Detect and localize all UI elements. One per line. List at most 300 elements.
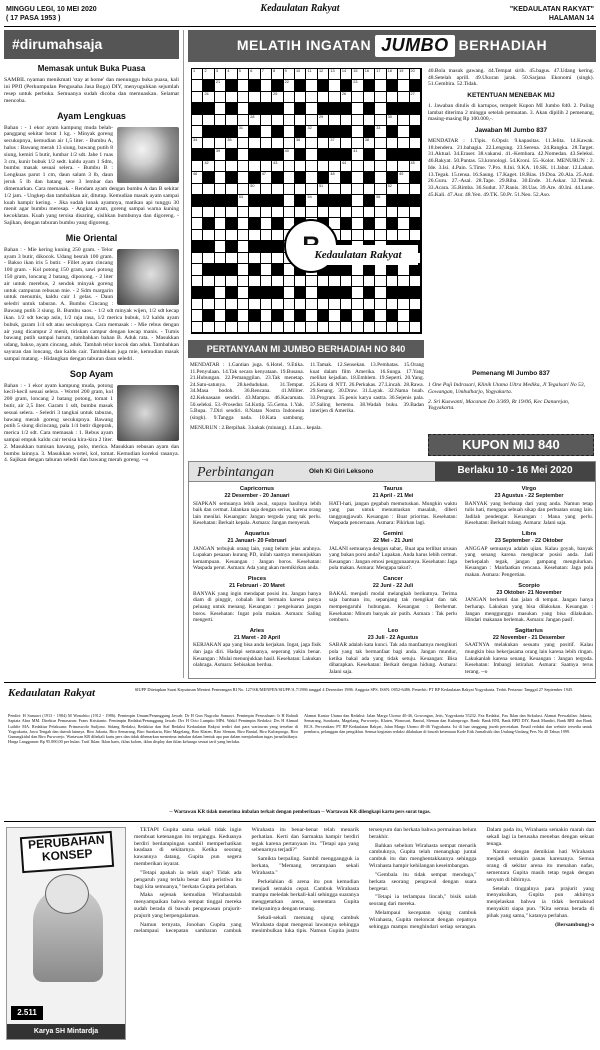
crossword-grid-frame xyxy=(191,68,422,334)
crossword-cell xyxy=(387,115,398,126)
crossword-cell xyxy=(192,138,203,149)
crossword-cell xyxy=(375,149,386,160)
crossword-cell xyxy=(375,264,386,275)
crossword-cell xyxy=(375,115,386,126)
crossword-cell xyxy=(410,92,421,103)
story-paragraph: Setelah tinggalnya para prajurit yang menyaksikan, Gupita pun akhirnya menjelaskan bahwa ia tidak bermaksud menyakiti siapa pun. "Kita semua berada di pihak yang sama," katanya perlahan. xyxy=(486,885,594,919)
crossword-block xyxy=(203,264,214,275)
crossword-block xyxy=(295,103,306,114)
crossword-cell xyxy=(203,207,214,218)
crossword-cell xyxy=(306,287,317,298)
crossword-cell xyxy=(352,80,363,91)
horoscope-col-2 xyxy=(329,486,457,679)
crossword-block xyxy=(272,103,283,114)
crossword-cell xyxy=(375,69,386,80)
crossword-cell xyxy=(410,276,421,287)
crossword-cell xyxy=(284,184,295,195)
sign-gemini xyxy=(329,531,457,572)
crossword-number: 30 xyxy=(387,114,392,119)
crossword-block xyxy=(410,264,421,275)
crossword-number: 35 xyxy=(227,137,232,142)
crossword-block xyxy=(249,103,260,114)
crossword-cell xyxy=(306,69,317,80)
crossword-number: 49 xyxy=(399,172,404,177)
crossword-cell xyxy=(203,276,214,287)
crossword-cell xyxy=(398,230,409,241)
crossword-block xyxy=(398,149,409,160)
masthead-logo: Kedaulatan Rakyat xyxy=(260,3,340,14)
crossword-block xyxy=(226,218,237,229)
sign-name: Virgo xyxy=(521,486,537,492)
crossword-block xyxy=(203,103,214,114)
sign-name: Aquarius xyxy=(244,531,270,538)
crossword-cell xyxy=(215,80,226,91)
sign-text: HATI-hati, jangan gegabah memutuskan. Mungkin waktu yang pas untuk menuntaskan masalah, diberi tanggungjawab. Keuangan : Buat prioritas. Kesehatan: Waspada pencernaan. Asmara: Pikirkan lagi. xyxy=(329,500,457,527)
sign-sagitarius xyxy=(465,628,593,676)
sign-dates: 22 Mei - 21 Juni xyxy=(373,538,413,545)
crossword-cell xyxy=(272,115,283,126)
story-paragraph: Sekali-sekali memang ujung cambuk Wirahasta dapat mengenai lawannya sehingga menimbulkan luka tipis. Namun Gupita justru tersenyum dan berkata bahwa permainan belum berakhir. xyxy=(251,827,477,935)
crossword-cell xyxy=(215,253,226,264)
crossword-block xyxy=(341,172,352,183)
crossword-number: 55 xyxy=(376,195,381,200)
crossword-cell xyxy=(398,276,409,287)
crossword-number: 40 xyxy=(284,149,289,154)
crossword-number: 11 xyxy=(307,69,312,73)
crossword-block xyxy=(398,103,409,114)
crossword-block xyxy=(226,149,237,160)
horoscope-header xyxy=(189,462,595,482)
crossword-cell xyxy=(226,69,237,80)
crossword-clues-across: MENDATAR : 1.Gantian juga. 6.Hotel. 9.Etika. 11.Penyulaan. 14.Tak secara kenyataan. 19.Busana. 21.Hubungan. 22.Pemanggilan. 23.Tak menetap. 24.Satu-satunya. 28.kedudukan. 31.Tempat. 34.Masa bodoh. 36.Rencana. 41.Militer. 42.Kekuasaan sendiri. 43.Mampu. 46.Kacamata. 50.seleksi. 53.-Prosedur. 54.Kutip. 55.Gema. 1.Yak. 5.Bupa. 7.Diri sendiri. 8.Natan Nostra Indonesia (singk). 9.Tangga nada. 10.Kata sambung. 11.Tamak. 12.Sensekan. 13.Pembatas. 15.Orang kuat dalam film Amerika. 16.Sunga. 17.Yang melihat kejadian. 18.Emblem. 19.Seperti. 20.Yang. 25.Kota di NTT. 26.Perkakas. 27.Lincah. 28.Rawa. 29.Senang. 30.Draw. 31.Layak. 32.Nama buah. 33.Program. 35.penis karya sastra. 36.Sejenis pala. 37.Saling bertemu. 38.Wadah buku. 39.Badan interijen di Amerika. xyxy=(190,362,424,421)
crossword-cell xyxy=(295,276,306,287)
crossword-block xyxy=(203,80,214,91)
crossword-cell xyxy=(284,322,295,333)
crossword-cell xyxy=(410,115,421,126)
sign-dates: 22 Juni - 22 Juli xyxy=(372,583,414,590)
crossword-cell xyxy=(387,207,398,218)
crossword-cell xyxy=(375,287,386,298)
crossword-cell xyxy=(364,207,375,218)
crossword-cell xyxy=(410,138,421,149)
crossword-cell xyxy=(295,161,306,172)
crossword-block xyxy=(341,218,352,229)
masthead-date-line: MINGGU LEGI, 10 MEI 2020 xyxy=(6,6,97,13)
crossword-block xyxy=(203,310,214,321)
crossword-cell xyxy=(272,276,283,287)
crossword-number: 18 xyxy=(387,69,392,73)
crossword-cell xyxy=(410,184,421,195)
crossword-cell xyxy=(410,322,421,333)
crossword-block xyxy=(249,287,260,298)
crossword-cell xyxy=(226,207,237,218)
serial-story xyxy=(134,827,594,1043)
crossword-cell xyxy=(249,322,260,333)
crossword-cell xyxy=(352,287,363,298)
crossword-block xyxy=(192,103,203,114)
crossword-cell xyxy=(261,299,272,310)
crossword-block xyxy=(226,195,237,206)
crossword-cell xyxy=(226,92,237,103)
crossword-answers-title: Jawaban MI Jumbo 837 xyxy=(474,127,548,135)
crossword-cell xyxy=(364,299,375,310)
crossword-cell xyxy=(238,184,249,195)
crossword-cell xyxy=(192,115,203,126)
crossword-cell xyxy=(352,310,363,321)
sign-name: Aries xyxy=(249,627,265,634)
crossword-block xyxy=(318,80,329,91)
crossword-block xyxy=(295,287,306,298)
crossword-block xyxy=(318,126,329,137)
crossword-number: 51 xyxy=(318,183,324,188)
crossword-block xyxy=(410,310,421,321)
crossword-block xyxy=(295,172,306,183)
sign-virgo xyxy=(465,486,593,527)
crossword-block xyxy=(261,195,272,206)
crossword-cell xyxy=(398,310,409,321)
crossword-cell xyxy=(352,299,363,310)
crossword-cell xyxy=(284,115,295,126)
crossword-block xyxy=(364,103,375,114)
crossword-cell xyxy=(306,80,317,91)
crossword-block xyxy=(272,218,283,229)
sign-leo xyxy=(329,628,457,676)
crossword-cell xyxy=(341,184,352,195)
sign-name: Taurus xyxy=(383,486,403,492)
crossword-cell xyxy=(329,80,340,91)
masthead-date xyxy=(6,6,97,24)
crossword-number: 21 xyxy=(215,80,221,85)
crossword-cell xyxy=(306,310,317,321)
crossword-number: 34 xyxy=(193,137,198,142)
crossword-cell xyxy=(352,230,363,241)
crossword-cell xyxy=(387,184,398,195)
story-paragraph: Namun ternyata, Jonohan Gupita yang melampaui kecepatan sambaran cambuk Wirahasta itu benar-benar telah menarik perhatian. Kerti dan Sarmakta hampir berdiri tegak karena pertanyaan itu. "Tetapi apa yang sebenarnya terjadi?" xyxy=(134,827,359,935)
recipes-column xyxy=(4,30,184,678)
crossword-cell xyxy=(215,149,226,160)
crossword-rules-body: 1. Jawaban ditulis di kartupos, tempelt Kupon MI Jumbo 840. 2. Paling lambat diterima 2 minggu setelah pemuatan. 3. Akan dipilih 2 pemenang, masing-masing Rp 100.000,-. xyxy=(428,103,594,123)
crossword-cell xyxy=(398,322,409,333)
crossword-cell xyxy=(352,149,363,160)
crossword-block xyxy=(261,149,272,160)
crossword-block xyxy=(364,172,375,183)
crossword-cell xyxy=(398,115,409,126)
crossword-cell xyxy=(341,115,352,126)
crossword-cell xyxy=(203,253,214,264)
crossword-cell xyxy=(364,161,375,172)
crossword-cell xyxy=(272,207,283,218)
crossword-block xyxy=(387,218,398,229)
cartoon-head xyxy=(45,874,89,914)
recipe-title-sop-ayam: Sop Ayam xyxy=(69,368,114,379)
crossword-cell xyxy=(261,230,272,241)
recipe-title-ayam-lengkuas: Ayam Lengkuas xyxy=(57,110,126,121)
crossword-cell xyxy=(261,172,272,183)
crossword-cell xyxy=(318,69,329,80)
crossword-cell xyxy=(238,264,249,275)
crossword-number: 31 xyxy=(238,126,244,131)
crossword-number: 2 xyxy=(204,69,207,73)
sign-dates: 23 Agustus - 22 September xyxy=(494,493,564,500)
crossword-cell xyxy=(226,138,237,149)
crossword-number: 33 xyxy=(376,126,381,131)
crossword-cell xyxy=(375,276,386,287)
crossword-cell xyxy=(249,92,260,103)
crossword-cell xyxy=(318,115,329,126)
crossword-block xyxy=(364,195,375,206)
crossword-block xyxy=(341,80,352,91)
crossword-number: 5 xyxy=(238,69,241,73)
crossword-block xyxy=(329,103,340,114)
crossword-cell xyxy=(375,126,386,137)
crossword-cell xyxy=(192,161,203,172)
crossword-number: 12 xyxy=(318,69,324,73)
crossword-block xyxy=(387,310,398,321)
crossword-block xyxy=(410,103,421,114)
crossword-block xyxy=(226,310,237,321)
crossword-cell xyxy=(261,264,272,275)
crossword-cell xyxy=(398,126,409,137)
crossword-cell xyxy=(352,184,363,195)
crossword-cell xyxy=(318,161,329,172)
crossword-cell xyxy=(375,138,386,149)
crossword-cell xyxy=(352,161,363,172)
crossword-block xyxy=(329,287,340,298)
crossword-block xyxy=(364,80,375,91)
crossword-cell xyxy=(398,80,409,91)
crossword-cell xyxy=(215,184,226,195)
crossword-block xyxy=(203,195,214,206)
crossword-number: 23 xyxy=(353,80,358,85)
crossword-number: 27 xyxy=(410,91,415,96)
crossword-cell xyxy=(203,92,214,103)
crossword-block xyxy=(272,80,283,91)
crossword-number: 3 xyxy=(215,69,219,73)
crossword-winners xyxy=(428,370,594,430)
crossword-cell xyxy=(329,69,340,80)
crossword-cell xyxy=(387,276,398,287)
sign-dates: 22 Desember - 20 Januari xyxy=(224,493,290,500)
sign-text: BAKAL menjadi modal melangkah berikutnya. Terima saja bantuan itu, sepanjang tak mengikat dan tak mempengaruhi hubungan. Keuangan : Berhemat. Kesehatan: Minum banyak air putih. Asmara : Tak perlu cemburu. xyxy=(329,590,457,624)
crossword-block xyxy=(318,103,329,114)
crossword-cell xyxy=(238,253,249,264)
crossword-block xyxy=(387,195,398,206)
crossword-number: 8 xyxy=(273,69,276,73)
crossword-cell xyxy=(352,207,363,218)
colophon-addresses: Alamat Kantor Utama dan Redaksi: Jalan Margo Utomo 40-46, Gowongan, Jetis, Yogyakarta 55232. Fax Redaksi, Fax Iklan dan Sirkulasi. Alamat Perwakilan: Jakarta, Semarang, Surakarta, Magelang, Purworejo, Klaten, Wonosari, Bantul, Sleman dan Kulonprogo. Bank: Bank BNI, Bank BPD DIY, Bank Mandiri, Bank BRI dan Bank BCA. Percetakan: PT BP Kedaulatan Rakyat, Jalan Margo Utomo 40-46 Yogyakarta. Isi di luar tanggung jawab percetakan. Email redaksi dan website tersedia untuk pembaca, pelanggan dan pengiklan. Semua kegiatan redaksi dilakukan di bawah ketentuan Kode Etik Jurnalistik dan Undang-Undang Pers No 40 Tahun 1999. xyxy=(304,713,592,734)
crossword-cell xyxy=(295,69,306,80)
crossword-block xyxy=(203,287,214,298)
crossword-cell xyxy=(329,207,340,218)
crossword-cell xyxy=(226,184,237,195)
sop-ayam-photo xyxy=(117,385,179,441)
crossword-block xyxy=(341,149,352,160)
sign-dates: 21 Januari- 20 Februari xyxy=(227,538,287,545)
crossword-cell xyxy=(329,299,340,310)
crossword-cell xyxy=(306,103,317,114)
sign-text: BANYAK yang berharap dari yang anda. Namun tetap tulis hati, mengapa sebuah sikap dan perbuatan orang lain. Jadilah pendengar. Keuangan : Mana yang perlu. Kesehatan: Berkait tulang. Asmara: Jalani saja. xyxy=(465,500,593,527)
crossword-cell xyxy=(318,92,329,103)
crossword-block xyxy=(215,264,226,275)
crossword-cell xyxy=(192,322,203,333)
crossword-cell xyxy=(375,322,386,333)
crossword-number: 17 xyxy=(376,69,381,73)
crossword-cell xyxy=(284,195,295,206)
crossword-number: 32 xyxy=(307,126,312,131)
crossword-banner-left: MELATIH INGATAN xyxy=(236,37,372,54)
horoscope-col-3 xyxy=(465,486,593,679)
recipes-heading: Memasak untuk Buka Puasa xyxy=(37,64,146,74)
crossword-cell xyxy=(238,80,249,91)
crossword-coupon: KUPON MIJ 840 xyxy=(428,434,594,456)
crossword-block xyxy=(272,149,283,160)
crossword-block xyxy=(410,218,421,229)
crossword-cell xyxy=(329,184,340,195)
crossword-cell xyxy=(261,322,272,333)
crossword-block xyxy=(192,287,203,298)
crossword-number: 43 xyxy=(273,160,278,165)
crossword-cell xyxy=(284,103,295,114)
crossword-cell xyxy=(192,69,203,80)
crossword-cell xyxy=(295,299,306,310)
crossword-number: 41 xyxy=(353,149,358,154)
crossword-cell xyxy=(398,184,409,195)
crossword-cell xyxy=(238,287,249,298)
crossword-cell xyxy=(261,92,272,103)
crossword-cell xyxy=(192,230,203,241)
crossword-number: 38 xyxy=(364,137,369,142)
crossword-cell xyxy=(261,138,272,149)
crossword-cell xyxy=(352,264,363,275)
crossword-cell xyxy=(306,92,317,103)
crossword-cell xyxy=(249,115,260,126)
crossword-grid xyxy=(192,69,421,333)
crossword-cell xyxy=(238,92,249,103)
crossword-cell xyxy=(306,115,317,126)
crossword-cell xyxy=(215,218,226,229)
crossword-cell xyxy=(192,218,203,229)
crossword-cell xyxy=(364,138,375,149)
crossword-block xyxy=(272,287,283,298)
crossword-number: 25 xyxy=(273,91,278,96)
crossword-cell xyxy=(249,253,260,264)
crossword-cell xyxy=(352,138,363,149)
crossword-cell xyxy=(375,299,386,310)
crossword-block xyxy=(387,172,398,183)
crossword-cell xyxy=(226,115,237,126)
crossword-cell xyxy=(215,69,226,80)
crossword-number: 28 xyxy=(250,114,255,119)
crossword-number: 10 xyxy=(296,69,301,73)
crossword-answer-continuation: 40.Bola masuk gawang. 44.Tempat sirih. 45.bagus. 47.Udang kering. 48.Setelah aprill. 49.Ukuran jarak. 50.Sarjana Ekonomi (singk). 51.Gembira. 52.Tidak. xyxy=(428,68,594,88)
crossword-banner-right: BERHADIAH xyxy=(458,37,548,54)
crossword-cell xyxy=(215,230,226,241)
mie-oriental-photo xyxy=(117,249,179,305)
crossword-cell xyxy=(352,218,363,229)
sign-text: JANGAN berhenti dan jalan di tempat. Jangan hanya berharap. Lakukan yang bisa dilakukan. Keuangan : Jangan menggunggu masukan yang bisa dilakukan. Hindari makanan berlemak. Asmara: Jangan pasif. xyxy=(465,597,593,624)
story-paragraph: "Gembala itu tidak sempat menduga," berkata seorang pengawal dengan suara bergetar. xyxy=(369,871,477,892)
crossword-block xyxy=(272,310,283,321)
crossword-cell xyxy=(226,253,237,264)
story-paragraph: Bahkan sebelum Wirahasta sempat menarik cambuknya, Gupita telah menangkap juntai cambuk itu dan menghentakkannya sehingga Wirahasta hampir kehilangan keseimbangan. xyxy=(369,842,477,870)
crossword-answers-body: MENDATAR : 1.Tipis. 6.Opsir. 9.kapasitas. 11.Jelita. 14.Kawak. 18.bendera. 21.bahagia. 22.Lengung. 23.Serena. 24.Rangka. 28.Target. 31.Aktual. 34.Eraser. 38.vakansi. 41.-Kembara. 42.Nomedan. 43.Seleksi. 46.Rakyat. 50.Pantas. 53.kronologi. 54.Kroni. 55.-Kolot. MENURUN : 2. Ide. 3.Isi. 4.Pain. 5.Time. 7.Pro. 8.Ini. 9.KA. 10.SK. 11.Jabar. 12.Lahan. 13.Tegak. 15.tensa. 16.Saung. 17.Kaget. 18.Bias. 19.Doa. 20.Ala. 25.Anti. 26.Guru. 27.-Asal. 28.Tape. 29.Riba. 30.Ende. 31.Askar. 32.Temak. 33.Acara. 35.Rimba. 36.Sudut. 37.Ranis. 38.Uas. 39.Are. 40.Ini. 44.Lone. 45.Kali. 47.Aur. 48.Yen. 49.TK. 50.Pr. 51.Neo. 52.Aso. xyxy=(428,138,594,198)
crossword-cell xyxy=(329,92,340,103)
crossword-block xyxy=(410,287,421,298)
crossword-block xyxy=(410,149,421,160)
crossword-cell xyxy=(364,276,375,287)
sign-aries xyxy=(193,628,321,669)
crossword-cell xyxy=(306,195,317,206)
sign-pisces xyxy=(193,576,321,624)
crossword-block xyxy=(192,149,203,160)
crossword-cell xyxy=(398,218,409,229)
sign-dates: 21 April - 21 Mei xyxy=(372,493,414,500)
crossword-cell xyxy=(284,310,295,321)
crossword-block xyxy=(192,195,203,206)
crossword-cell xyxy=(306,149,317,160)
recipe-body-ayam-lengkuas: Bahan : - 1 ekor ayam kampung muda belah-panggang sekitar berat 1 kg. - Minyak goreng secukupnya, kemudian air 1,5 liter. - Bumbu A, halus : Bawang merah 13 siung, bawang putih 8 siung, kemiri 5 butir, lumbar 1/2 sdt. Jahe 1 ruas 3 cm, kunir bubuk 1/2 sedt. kaldu ayam 1 Sdm, bumbu masak sesuai selera. - Bumbu B : Lengkuas parut 1 cm, daun salam 3 lb, daun jeruk 5 lb dan batang sere 3 lembar dan dimemarkan. Cara memasak. - Rendam ayam dengan bumbu A dan B sekitar 1/2 jam. - Ungkep dan tambahkan air, ditutup. Kemudian masak ayam sampai kuah hampir kering. - Jika sudah lunak ayamnya, matikan api tunggu 30 menit agar bumbu meresap. - Angkat ayam, goreng sampai warna kuning kecoklatan. Kuah yang tersisa disaring, sisihkan bumbunya dan digoreng. - Sajikan, dengan taburan bumbu yang digoreng. xyxy=(4,124,179,226)
crossword-number: 13 xyxy=(330,69,335,73)
recipes-lead: SAMBIL nyaman menikmati 'stay at home' dan menunggu buka puasa, kali ini PPJI (Perkumpulan Pengusaha Jasa Boga) DIY, menyuguhkan sejumlah resep untuk perbuka. Semuanya sudah dicoba dan memuaskan. Selamat mencoba. xyxy=(4,76,179,104)
crossword-block xyxy=(364,310,375,321)
crossword-block xyxy=(295,149,306,160)
crossword-cell xyxy=(352,126,363,137)
crossword-cell xyxy=(238,172,249,183)
sign-name: Leo xyxy=(387,627,399,634)
crossword-cell xyxy=(352,195,363,206)
crossword-block xyxy=(203,218,214,229)
crossword-cell xyxy=(261,310,272,321)
crossword-section xyxy=(188,30,596,458)
crossword-cell xyxy=(203,69,214,80)
sign-name: Scorpio xyxy=(518,582,540,589)
crossword-cell xyxy=(306,276,317,287)
crossword-cell xyxy=(375,92,386,103)
crossword-cell xyxy=(364,230,375,241)
crossword-cell xyxy=(329,310,340,321)
crossword-cell xyxy=(398,264,409,275)
crossword-block xyxy=(249,126,260,137)
cartoon-episode-number: 2.511 xyxy=(11,1006,43,1020)
crossword-cell xyxy=(387,322,398,333)
crossword-block xyxy=(387,126,398,137)
crossword-cell xyxy=(192,264,203,275)
crossword-cell xyxy=(284,172,295,183)
sign-name: Sagitarius xyxy=(514,627,544,634)
crossword-block xyxy=(295,310,306,321)
crossword-cell xyxy=(398,207,409,218)
crossword-cell xyxy=(306,184,317,195)
crossword-number: 46 xyxy=(193,172,198,177)
crossword-cell xyxy=(352,115,363,126)
crossword-cell xyxy=(341,161,352,172)
crossword-cell xyxy=(306,172,317,183)
crossword-cell xyxy=(329,276,340,287)
crossword-cell xyxy=(284,80,295,91)
horoscope-columns xyxy=(193,486,593,676)
crossword-block xyxy=(318,195,329,206)
crossword-number: 50 xyxy=(250,183,255,188)
crossword-cell xyxy=(329,115,340,126)
masthead-page-info xyxy=(510,6,594,24)
crossword-cell xyxy=(192,299,203,310)
crossword-number: 53 xyxy=(238,195,244,200)
crossword-block xyxy=(387,80,398,91)
crossword-block xyxy=(341,103,352,114)
recipe-title-mie-oriental: Mie Oriental xyxy=(65,232,118,243)
crossword-block xyxy=(226,80,237,91)
crossword-cell xyxy=(226,276,237,287)
